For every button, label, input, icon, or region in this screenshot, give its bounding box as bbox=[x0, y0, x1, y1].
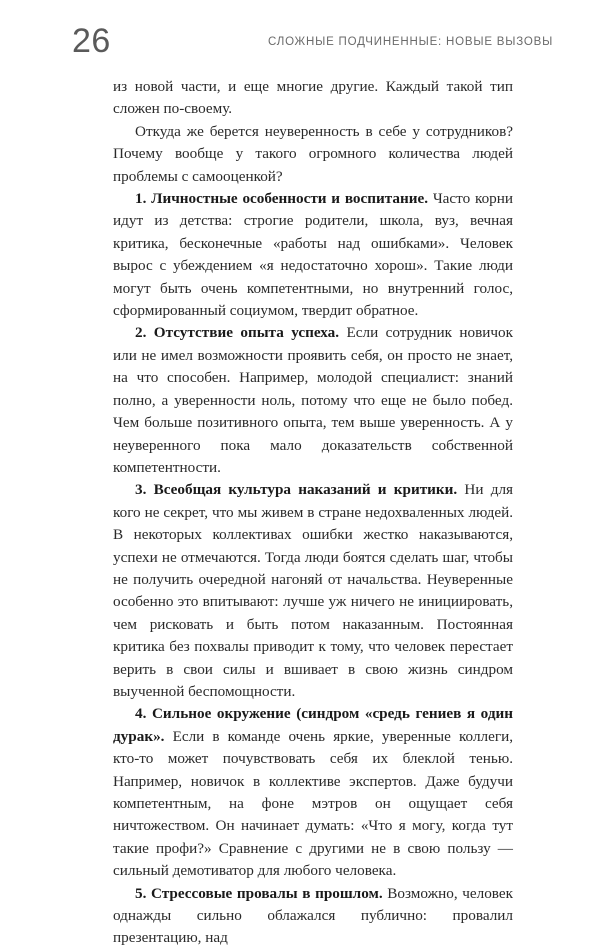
list-item bbox=[113, 322, 513, 479]
running-title: СЛОЖНЫЕ ПОДЧИНЕННЫЕ: НОВЫЕ ВЫЗОВЫ bbox=[268, 36, 554, 48]
list-item bbox=[113, 479, 513, 703]
list-item-heading: 3. Всеобщая культура наказаний и критики. bbox=[135, 481, 458, 499]
list-item-heading: 1. Личностные особенности и воспитание. bbox=[135, 190, 429, 208]
list-item-heading: 2. Отсутствие опыта успеха. bbox=[135, 324, 340, 342]
page-number: 26 bbox=[72, 22, 111, 60]
list-item bbox=[113, 883, 513, 950]
list-item bbox=[113, 188, 513, 322]
list-item-text: Если в команде очень яркие, уверенные коллеги, кто-то может почувствовать себя их блеклой тенью. Например, новичок в коллективе экспертов. Даже будучи компетентным, на фоне мэтров он ощущает себя ничтожеством. Он начинает думать: «Что я могу, когда тут такие профи?» Сравнение с другими не в свою пользу — сильный демотиватор для любого человека. bbox=[113, 727, 513, 880]
list-item-heading: 5. Стрессовые провалы в прошлом. bbox=[135, 884, 383, 902]
list-item bbox=[113, 703, 513, 882]
intro-paragraph: Откуда же берется неуверенность в себе у сотрудников? Почему вообще у такого огромного количества людей проблемы с самооценкой? bbox=[113, 122, 513, 185]
list-item-text: Возможно, человек однажды сильно облажался публично: провалил презентацию, над bbox=[113, 884, 513, 947]
continuation-paragraph: из новой части, и еще многие другие. Каждый такой тип сложен по-своему. bbox=[113, 78, 513, 118]
list-item-text: Ни для кого не секрет, что мы живем в стране недохваленных людей. В некоторых коллективах ошибки жестко наказываются, успехи не отмечаются. Тогда люди боятся сделать шаг, чтобы не получить очередной нагоняй от начальства. Неуверенные особенно это впитывают: лучше уж ничего не инициировать, чем рисковать и быть потом наказанным. Постоянная критика без похвалы приводит к тому, что человек перестает верить в свои силы и вшивает в свою жизнь синдром выученной беспомощности. bbox=[113, 481, 514, 700]
list-item-text: Часто корни идут из детства: строгие родители, школа, вуз, вечная критика, бесконечные «работы над ошибками». Человек вырос с убеждением «я недостаточно хорош». Такие люди могут быть очень компетентными, но внутренний голос, сформированный социумом, твердит обратное. bbox=[113, 190, 514, 320]
body-text bbox=[113, 76, 513, 950]
list-item-text: Если сотрудник новичок или не имел возможности проявить себя, он просто не знает, на что способен. Например, молодой специалист: знаний полно, а уверенности ноль, потому что еще не было побед. Чем больше позитивного опыта, тем выше уверенность. А у неуверенного пока мало доказательств собственной компетентности. bbox=[113, 324, 513, 476]
list-item-heading: 4. Сильное окружение (синдром «средь гениев я один дурак». bbox=[113, 705, 513, 745]
